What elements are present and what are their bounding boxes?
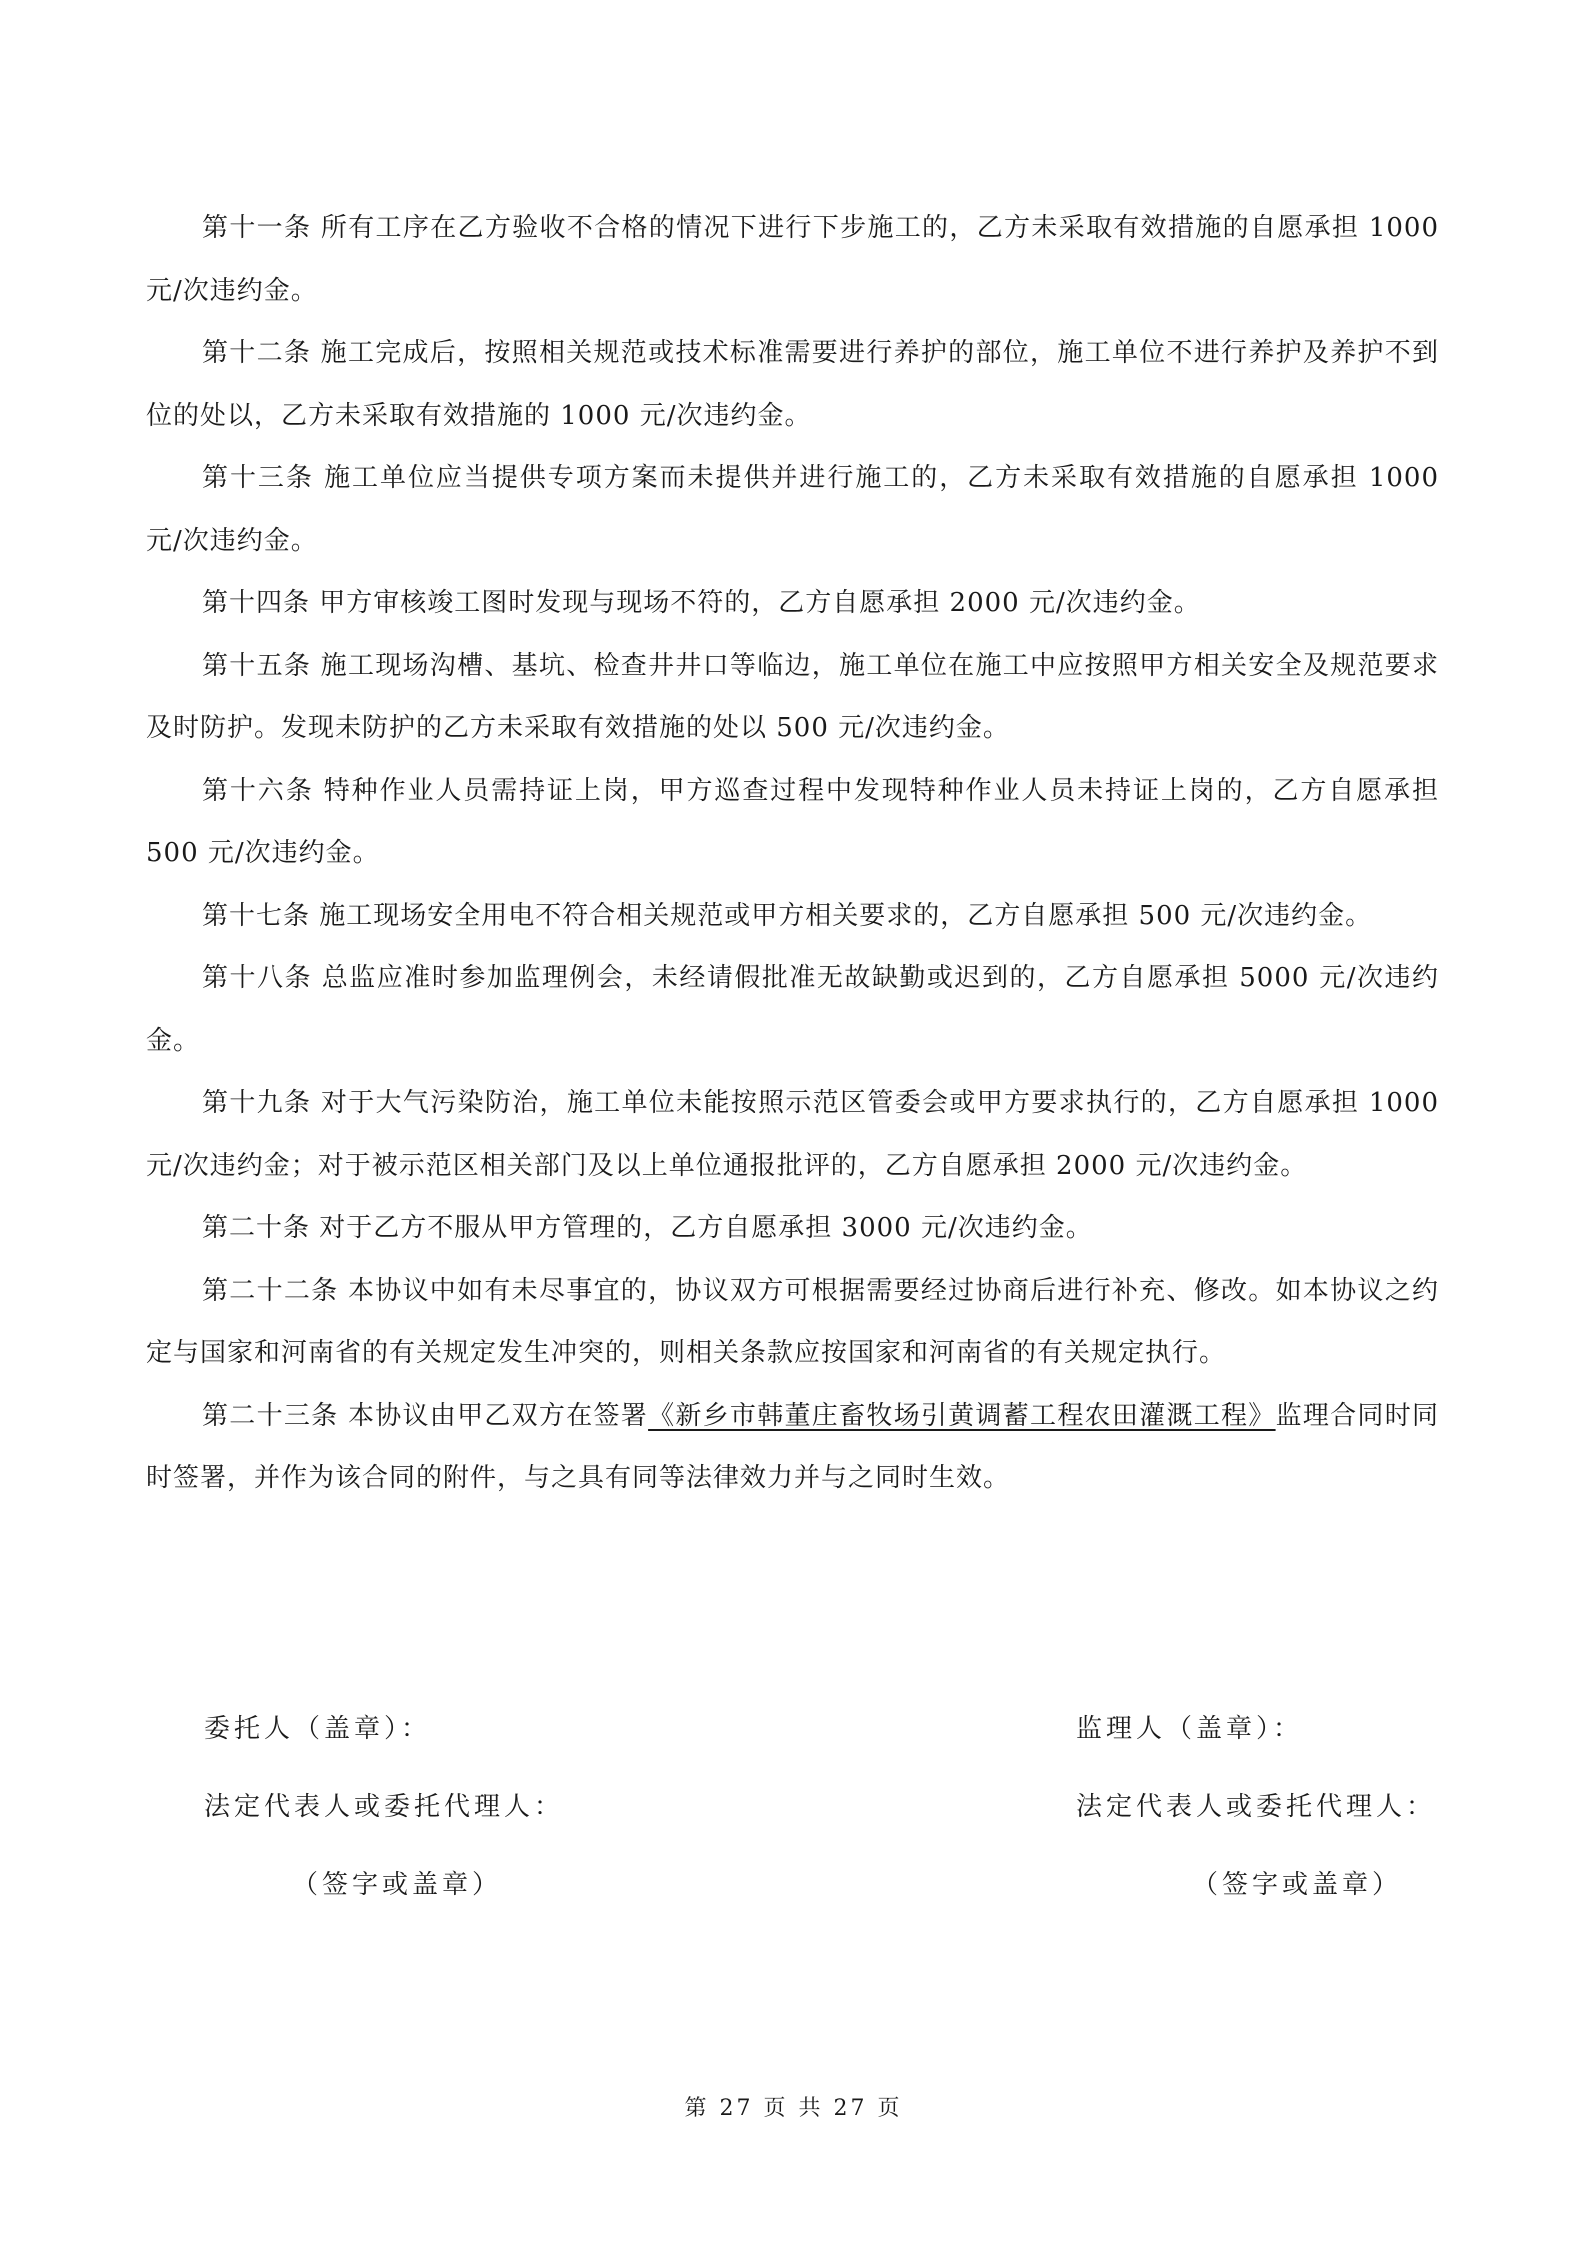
article-15: 第十五条 施工现场沟槽、基坑、检查井井口等临边，施工单位在施工中应按照甲方相关安全及规范要求及时防护。发现未防护的乙方未采取有效措施的处以 500 元/次违约金。	[146, 650, 1439, 743]
agreement-body	[146, 197, 1439, 1510]
article-23-tail: 监理合同时同时签署，并作为该合同的附件，与之具有同等法律效力并与之同时生效。	[146, 1400, 1439, 1493]
article-23	[146, 1385, 1439, 1510]
article-19: 第十九条 对于大气污染防治，施工单位未能按照示范区管委会或甲方要求执行的，乙方自愿承担 1000 元/次违约金；对于被示范区相关部门及以上单位通报批评的，乙方自愿承担 2000 元/次违约金。	[146, 1088, 1439, 1181]
article-13: 第十三条 施工单位应当提供专项方案而未提供并进行施工的，乙方未采取有效措施的自愿承担 1000 元/次违约金。	[146, 463, 1439, 556]
article-17: 第十七条 施工现场安全用电不符合相关规范或甲方相关要求的，乙方自愿承担 500 元/次违约金。	[202, 900, 1373, 931]
client-sign-note: （签字或盖章）	[292, 1870, 503, 1900]
article-16: 第十六条 特种作业人员需持证上岗，甲方巡查过程中发现特种作业人员未持证上岗的，乙方自愿承担 500 元/次违约金。	[146, 775, 1439, 868]
client-rep-label: 法定代表人或委托代理人：	[204, 1792, 565, 1822]
article-12: 第十二条 施工完成后，按照相关规范或技术标准需要进行养护的部位，施工单位不进行养护及养护不到位的处以，乙方未采取有效措施的 1000 元/次违约金。	[146, 338, 1439, 431]
project-name: 《新乡市韩董庄畜牧场引黄调蓄工程农田灌溉工程》	[648, 1400, 1276, 1431]
supervisor-sign-note: （签字或盖章）	[1192, 1870, 1403, 1900]
article-14: 第十四条 甲方审核竣工图时发现与现场不符的，乙方自愿承担 2000 元/次违约金。	[202, 588, 1201, 618]
article-18: 第十八条 总监应准时参加监理例会，未经请假批准无故缺勤或迟到的，乙方自愿承担 5000 元/次违约金。	[146, 963, 1439, 1056]
supervisor-seal-label: 监理人（盖章）：	[1076, 1714, 1304, 1744]
page-number: 第 27 页 共 27 页	[684, 2096, 903, 2121]
article-20: 第二十条 对于乙方不服从甲方管理的，乙方自愿承担 3000 元/次违约金。	[202, 1213, 1093, 1243]
article-23-lead: 第二十三条 本协议由甲乙双方在签署	[202, 1400, 649, 1431]
client-seal-label: 委托人（盖章）：	[204, 1714, 432, 1744]
article-22: 第二十二条 本协议中如有未尽事宜的，协议双方可根据需要经过协商后进行补充、修改。如本协议之约定与国家和河南省的有关规定发生冲突的，则相关条款应按国家和河南省的有关规定执行。	[146, 1275, 1439, 1368]
supervisor-rep-label: 法定代表人或委托代理人：	[1076, 1792, 1437, 1822]
article-11: 第十一条 所有工序在乙方验收不合格的情况下进行下步施工的，乙方未采取有效措施的自愿承担 1000 元/次违约金。	[146, 213, 1439, 306]
